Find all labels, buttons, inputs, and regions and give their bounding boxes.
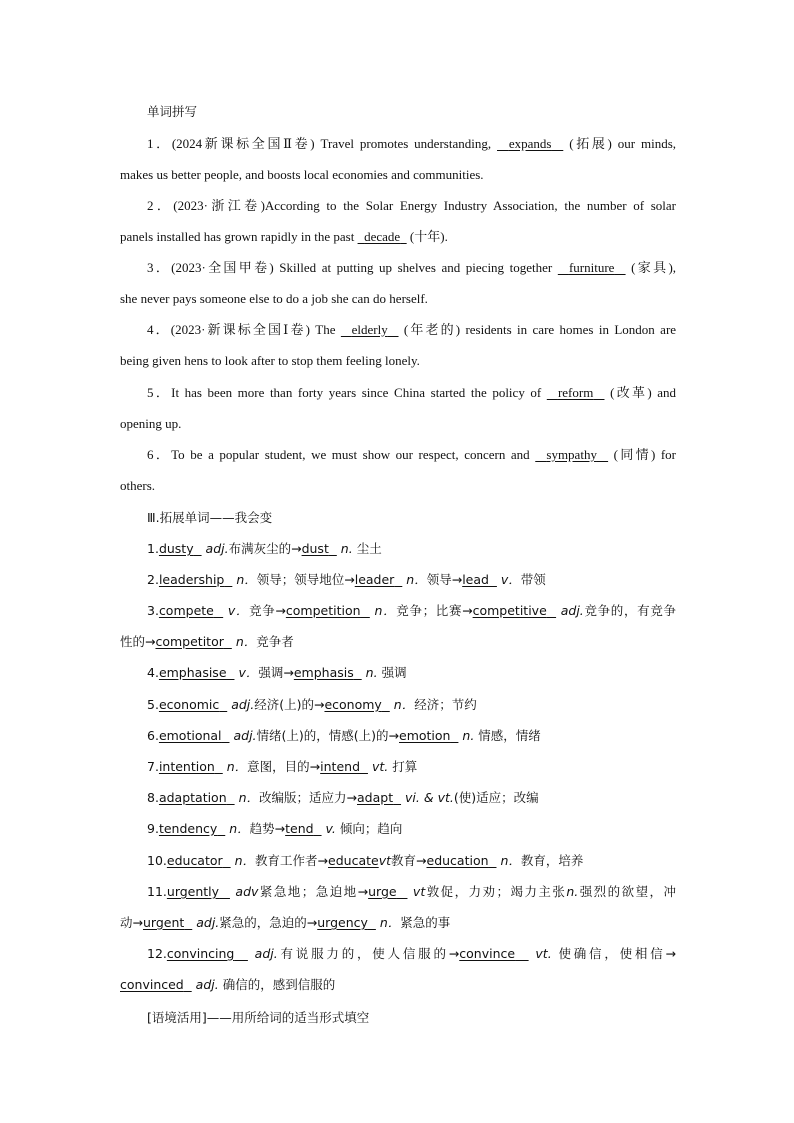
answer-blank: urge — [368, 884, 397, 899]
answer-blank: competitive — [472, 603, 547, 618]
answer-blank: sympathy — [546, 447, 597, 462]
answer-blank: dust — [301, 541, 329, 556]
word-item-11-line-1: 11.urgently adv紧急地；急迫地→urge vt敦促，力劝；竭力主张n.强烈的欲望，冲 — [147, 884, 677, 899]
question-3-line-2: she never pays someone else to do a job she can do herself. — [120, 291, 428, 306]
question-text: (家具), — [631, 260, 677, 275]
question-text: panels installed has grown rapidly in the past — [120, 229, 355, 244]
answer-blank: competition — [285, 603, 361, 618]
answer-blank: educate — [328, 853, 379, 868]
answer-blank: adapt — [357, 790, 394, 805]
answer-blank: economy — [324, 697, 382, 712]
question-text: (年老的) residents in care homes in London are — [403, 322, 677, 337]
answer-blank: compete — [158, 603, 214, 618]
answer-blank: educator — [166, 853, 223, 868]
question-2-line-1: 2．(2023·浙江卷)According to the Solar Energy Industry Association, the number of solar — [147, 198, 676, 213]
question-6-line-1 — [147, 447, 676, 463]
word-item-9: 9.tendency n．趋势→tend v. 倾向；趋向 — [147, 821, 403, 836]
word-item-11-line-2: 动→urgent adj.紧急的，急迫的→urgency n．紧急的事 — [120, 915, 451, 930]
answer-blank: reform — [557, 385, 594, 400]
word-item-8: 8.adaptation n．改编版；适应力→adapt vi. & vt.(使)适应；改编 — [147, 790, 539, 805]
section-title-spelling: 单词拼写 — [147, 104, 198, 119]
answer-blank: emphasis — [293, 665, 354, 680]
answer-blank: elderly — [351, 322, 388, 337]
question-2-line-2 — [120, 229, 676, 245]
word-item-7: 7.intention n．意图，目的→intend vt. 打算 — [147, 759, 418, 774]
answer-blank: decade — [364, 229, 401, 244]
word-item-6: 6.emotional adj.情绪(上)的，情感(上)的→emotion n. 情感，情绪 — [147, 728, 541, 743]
answer-blank: lead — [462, 572, 489, 587]
question-4-line-2: being given hens to look after to stop them feeling lonely. — [120, 353, 420, 368]
question-5-line-1 — [147, 385, 676, 401]
answer-blank: intention — [158, 759, 215, 774]
answer-blank: expands — [508, 136, 552, 151]
answer-blank: adaptation — [158, 790, 227, 805]
question-4-line-1 — [147, 322, 676, 338]
question-1-line-1 — [147, 136, 676, 152]
question-text: 4．(2023·新课标全国Ⅰ卷) The — [147, 322, 336, 337]
question-text: 3．(2023·全国甲卷) Skilled at putting up shelves and piecing together — [147, 260, 553, 275]
answer-blank: urgent — [142, 915, 185, 930]
word-item-10: 10.educator n．教育工作者→educatevt教育→education n．教育，培养 — [147, 853, 584, 868]
answer-blank: dusty — [158, 541, 194, 556]
section-title-context: [语境活用]——用所给词的适当形式填空 — [147, 1010, 370, 1025]
question-text: (改革) and — [610, 385, 677, 400]
question-text: 6．To be a popular student, we must show our respect, concern and — [147, 447, 530, 462]
answer-blank: convince — [459, 946, 516, 961]
answer-blank: tendency — [158, 821, 218, 836]
question-6-line-2: others. — [120, 478, 156, 493]
word-item-5: 5.economic adj.经济(上)的→economy n．经济；节约 — [147, 697, 477, 712]
answer-blank: convinced — [120, 977, 184, 992]
answer-blank: tend — [285, 821, 314, 836]
answer-blank: furniture — [568, 260, 615, 275]
word-item-1: 1.dusty adj.布满灰尘的→dust n. 尘土 — [147, 541, 382, 556]
word-item-2: 2.leadership n．领导；领导地位→leader n．领导→lead v．带领 — [147, 572, 546, 587]
word-item-12-line-1: 12.convincing adj.有说服力的，使人信服的→convince vt. 使确信，使相信→ — [147, 946, 676, 961]
question-text: 5．It has been more than forty years since China started the policy of — [147, 385, 542, 400]
section-title-word-forms: Ⅲ.拓展单词——我会变 — [147, 510, 273, 525]
question-text: (同情) for — [613, 447, 677, 462]
word-item-3-line-1: 3.compete v．竞争→competition n．竞争；比赛→competitive adj.竞争的，有竞争 — [147, 603, 676, 618]
answer-blank: convincing — [166, 946, 235, 961]
word-item-4: 4.emphasise v．强调→emphasis n. 强调 — [147, 665, 407, 680]
word-item-3-line-2: 性的→competitor n．竞争者 — [120, 634, 294, 649]
answer-blank: leadership — [158, 572, 225, 587]
answer-blank: emotion — [399, 728, 451, 743]
question-3-line-1 — [147, 260, 676, 276]
answer-blank: urgently — [166, 884, 220, 899]
question-text: 1．(2024新课标全国Ⅱ卷) Travel promotes understanding, — [147, 136, 492, 151]
question-5-line-2: opening up. — [120, 416, 182, 431]
answer-blank: education — [426, 853, 489, 868]
word-item-12-line-2: convinced adj. 确信的，感到信服的 — [120, 977, 336, 992]
answer-blank: emphasise — [158, 665, 227, 680]
answer-blank: urgency — [317, 915, 368, 930]
answer-blank: economic — [158, 697, 220, 712]
answer-blank: leader — [354, 572, 395, 587]
answer-blank: intend — [320, 759, 360, 774]
question-1-line-2: makes us better people, and boosts local economies and communities. — [120, 167, 484, 182]
answer-blank: emotional — [158, 728, 222, 743]
answer-blank: competitor — [155, 634, 224, 649]
question-text: (十年). — [409, 229, 448, 244]
question-text: (拓展) our minds, — [569, 136, 677, 151]
